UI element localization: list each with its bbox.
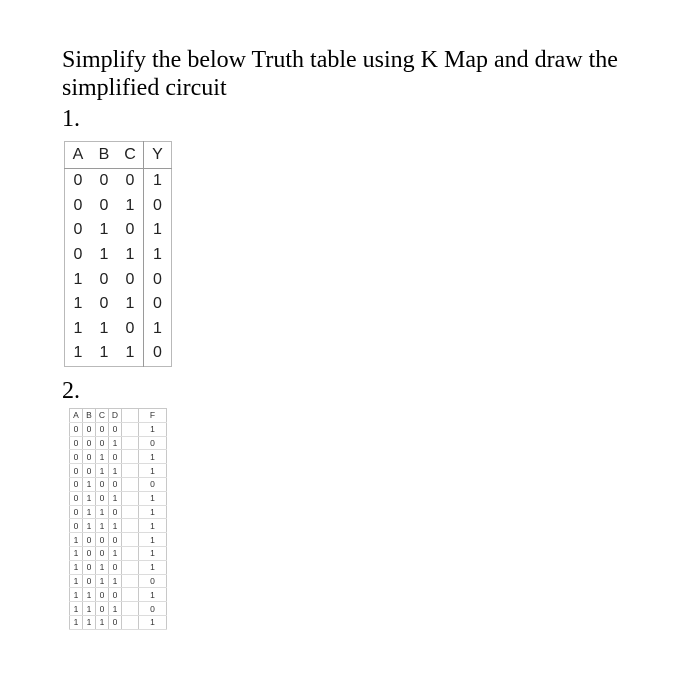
table-cell: 1 — [139, 560, 167, 574]
table-cell: 1 — [139, 464, 167, 478]
truth-table-1 — [64, 141, 172, 367]
table-cell: 0 — [99, 196, 109, 214]
table-cell: 1 — [83, 519, 96, 533]
table-cell: 0 — [96, 588, 109, 602]
table-cell: 0 — [73, 196, 83, 214]
column-header-b: B — [91, 142, 117, 169]
table-cell: 1 — [70, 533, 83, 547]
table-row — [70, 615, 167, 629]
column-header-d: D — [109, 409, 122, 423]
table-cell: 1 — [125, 196, 135, 214]
table-cell: 1 — [96, 519, 109, 533]
table-cell: 0 — [70, 464, 83, 478]
table-cell: 0 — [109, 615, 122, 629]
table-cell: 1 — [139, 519, 167, 533]
table-row — [70, 588, 167, 602]
column-spacer — [122, 519, 139, 533]
question-number-2: 2. — [62, 378, 80, 404]
column-header-y: Y — [144, 142, 172, 169]
column-spacer — [122, 588, 139, 602]
table-cell: 0 — [96, 477, 109, 491]
column-spacer — [122, 477, 139, 491]
table-cell: 0 — [109, 477, 122, 491]
table-cell: 1 — [109, 519, 122, 533]
table-cell: 1 — [96, 615, 109, 629]
table-cell: 0 — [139, 436, 167, 450]
table-cell: 1 — [139, 491, 167, 505]
table-cell: 1 — [99, 344, 109, 362]
table-cell: 1 — [144, 243, 172, 268]
table-cell: 1 — [70, 574, 83, 588]
table-cell: 0 — [70, 477, 83, 491]
table-cell: 1 — [73, 295, 83, 313]
table-cell: 1 — [96, 450, 109, 464]
table-cell: 1 — [144, 317, 172, 342]
column-spacer — [122, 409, 139, 423]
table-cell: 0 — [144, 194, 172, 219]
table-cell: 0 — [96, 533, 109, 547]
table-cell: 1 — [139, 533, 167, 547]
question-number-1: 1. — [62, 106, 80, 132]
table-row — [70, 436, 167, 450]
column-header-f: F — [139, 409, 167, 423]
table-cell: 1 — [73, 319, 83, 337]
table-cell: 1 — [109, 602, 122, 616]
table-row — [65, 292, 172, 317]
table-cell: 0 — [109, 560, 122, 574]
table-row — [65, 169, 172, 194]
table-cell: 0 — [139, 574, 167, 588]
column-spacer — [122, 574, 139, 588]
table-cell: 0 — [83, 560, 96, 574]
table-cell: 1 — [125, 344, 135, 362]
table-cell: 0 — [96, 422, 109, 436]
table-cell: 1 — [139, 422, 167, 436]
table-cell: 0 — [139, 477, 167, 491]
table-cell: 1 — [109, 464, 122, 478]
table-cell: 1 — [99, 319, 109, 337]
table-cell: 0 — [144, 341, 172, 366]
column-spacer — [122, 533, 139, 547]
table-cell: 1 — [109, 546, 122, 560]
table-cell: 1 — [139, 588, 167, 602]
table-cell: 1 — [99, 246, 109, 264]
table-cell: 1 — [70, 546, 83, 560]
table-cell: 0 — [83, 533, 96, 547]
table-row — [70, 464, 167, 478]
column-header-c: C — [117, 142, 144, 169]
table-cell: 1 — [125, 295, 135, 313]
column-spacer — [122, 450, 139, 464]
table-row — [65, 218, 172, 243]
truth-table-2 — [69, 408, 167, 630]
table-cell: 0 — [70, 505, 83, 519]
table-cell: 0 — [83, 574, 96, 588]
table-cell: 1 — [83, 491, 96, 505]
table-cell: 0 — [144, 292, 172, 317]
table-cell: 1 — [139, 615, 167, 629]
column-spacer — [122, 546, 139, 560]
table-cell: 0 — [99, 172, 109, 190]
table-cell: 0 — [70, 450, 83, 464]
table-cell: 0 — [125, 221, 135, 239]
column-spacer — [122, 436, 139, 450]
table-cell: 0 — [96, 436, 109, 450]
table-cell: 0 — [109, 588, 122, 602]
table-cell: 1 — [83, 615, 96, 629]
table-cell: 0 — [83, 422, 96, 436]
table-cell: 0 — [99, 295, 109, 313]
table-cell: 0 — [109, 505, 122, 519]
table-cell: 0 — [83, 546, 96, 560]
table-cell: 1 — [83, 505, 96, 519]
table-row — [70, 519, 167, 533]
table-row — [65, 194, 172, 219]
table-cell: 0 — [96, 491, 109, 505]
table-cell: 1 — [96, 560, 109, 574]
table-cell: 1 — [144, 169, 172, 194]
table-cell: 0 — [109, 422, 122, 436]
table-cell: 0 — [73, 221, 83, 239]
table-row — [70, 560, 167, 574]
table-row — [65, 317, 172, 342]
table-header-row — [70, 409, 167, 423]
table-cell: 1 — [139, 450, 167, 464]
table-row — [65, 341, 172, 366]
table-cell: 1 — [70, 588, 83, 602]
table-row — [70, 505, 167, 519]
table-cell: 1 — [144, 218, 172, 243]
table-cell: 0 — [70, 422, 83, 436]
table-row — [70, 477, 167, 491]
column-header-a: A — [70, 409, 83, 423]
table-cell: 1 — [96, 574, 109, 588]
table-cell: 0 — [99, 270, 109, 288]
table-cell: 1 — [83, 477, 96, 491]
table-cell: 1 — [96, 505, 109, 519]
table-cell: 1 — [70, 602, 83, 616]
column-header-b: B — [83, 409, 96, 423]
table-cell: 1 — [109, 491, 122, 505]
table-cell: 0 — [144, 267, 172, 292]
table-cell: 0 — [125, 270, 135, 288]
table-cell: 1 — [96, 464, 109, 478]
table-cell: 1 — [99, 221, 109, 239]
table-row — [70, 422, 167, 436]
table-cell: 0 — [70, 519, 83, 533]
table-cell: 0 — [70, 491, 83, 505]
table-header-row — [65, 142, 172, 169]
column-spacer — [122, 560, 139, 574]
table-row — [70, 491, 167, 505]
table-cell: 1 — [70, 615, 83, 629]
column-spacer — [122, 505, 139, 519]
table-cell: 1 — [70, 560, 83, 574]
table-cell: 0 — [96, 546, 109, 560]
table-cell: 0 — [70, 436, 83, 450]
table-cell: 1 — [139, 505, 167, 519]
question-heading: Simplify the below Truth table using K Map and draw the simplified circuit — [62, 47, 618, 101]
column-header-c: C — [96, 409, 109, 423]
table-cell: 0 — [109, 533, 122, 547]
table-row — [70, 574, 167, 588]
column-spacer — [122, 422, 139, 436]
table-cell: 0 — [109, 450, 122, 464]
table-row — [70, 546, 167, 560]
column-spacer — [122, 615, 139, 629]
table-cell: 1 — [73, 344, 83, 362]
table-cell: 0 — [83, 450, 96, 464]
column-spacer — [122, 464, 139, 478]
column-spacer — [122, 602, 139, 616]
table-cell: 1 — [73, 270, 83, 288]
table-cell: 1 — [83, 602, 96, 616]
table-cell: 0 — [83, 464, 96, 478]
table-cell: 0 — [96, 602, 109, 616]
table-cell: 0 — [139, 602, 167, 616]
table-row — [70, 533, 167, 547]
table-cell: 0 — [73, 172, 83, 190]
table-row — [65, 267, 172, 292]
table-row — [70, 602, 167, 616]
table-cell: 1 — [83, 588, 96, 602]
table-cell: 0 — [83, 436, 96, 450]
table-row — [70, 450, 167, 464]
table-cell: 0 — [125, 319, 135, 337]
column-spacer — [122, 491, 139, 505]
table-cell: 1 — [109, 436, 122, 450]
column-header-a: A — [65, 142, 92, 169]
table-cell: 1 — [139, 546, 167, 560]
table-cell: 1 — [125, 246, 135, 264]
table-cell: 0 — [73, 246, 83, 264]
table-row — [65, 243, 172, 268]
table-cell: 1 — [109, 574, 122, 588]
table-cell: 0 — [125, 172, 135, 190]
